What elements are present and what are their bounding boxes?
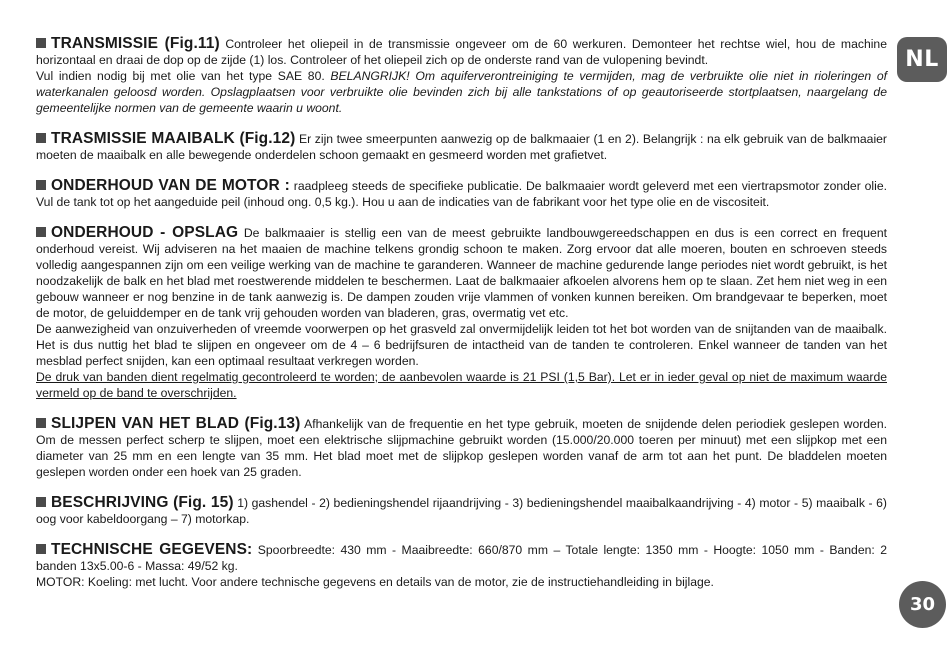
section-heading: ONDERHOUD VAN DE MOTOR : [51, 177, 290, 194]
section-beschrijving [36, 495, 887, 527]
paragraph [36, 416, 887, 480]
section-maaibalk [36, 131, 887, 163]
page-number: 30 [899, 581, 946, 628]
body-text: Afhankelijk van de frequentie en het type gebruik, moeten de snijdende delen periodiek geslepen worden. Om de messen perfect scherp te slijpen, moet een elektrische slijpmachine gebruikt worden (15.000/20.000 toeren per minuut) met een slijpkop met een diameter van 25 mm en een lengte van 35 mm. Het blad moet met de slijpkop geslepen worden vanaf de arm tot aan het punt. De bladdelen moeten geslepen worden onder een hoek van 25 graden. [36, 417, 888, 479]
paragraph [36, 131, 887, 163]
body-text: MOTOR: Koeling: met lucht. Voor andere technische gegevens en details van de motor, zie de instructiehandleiding in bijlage. [36, 575, 714, 589]
tire-pressure-note: De druk van banden dient regelmatig gecontroleerd te worden; de aanbevolen waarde is 21 PSI (1,5 Bar). Let er in ieder geval op niet de maximum waarde vermeld op de band te overschrijden. [36, 370, 887, 400]
paragraph [36, 68, 887, 116]
square-bullet-icon [36, 227, 46, 237]
section-heading: TRANSMISSIE (Fig.11) [51, 35, 220, 52]
body-text: Er zijn twee smeerpunten aanwezig op de balkmaaier (1 en 2). Belangrijk : na elk gebruik van de balkmaaier moeten de maaibalk en alle bewegende onderdelen schoon gemaakt en gesmeerd worden met grafietvet. [36, 132, 887, 162]
paragraph [36, 369, 887, 401]
square-bullet-icon [36, 38, 46, 48]
paragraph [36, 495, 887, 527]
paragraph [36, 225, 887, 321]
section-slijpen [36, 416, 887, 480]
body-text: Spoorbreedte: 430 mm - Maaibreedte: 660/870 mm – Totale lengte: 1350 mm - Hoogte: 1050 mm - Banden: 2 banden 13x5.00-6 - Massa: 49/52 kg. [36, 543, 888, 573]
paragraph [36, 321, 887, 369]
document-body [36, 36, 887, 605]
section-heading: SLIJPEN VAN HET BLAD (Fig.13) [51, 415, 301, 432]
square-bullet-icon [36, 544, 46, 554]
square-bullet-icon [36, 497, 46, 507]
warning-text: BELANGRIJK! Om aquiferverontreiniging te vermijden, mag de verbruikte olie niet in rioleringen of waterkanalen geloosd worden. Opslagplaatsen voor verbruikte olie bevinden zich bij alle tankstations of op geautoriseerde stortplaatsen, naargelang de gemeentelijke normen van de gemeente waarin u woont. [36, 69, 887, 115]
language-tab: NL [897, 37, 947, 82]
section-opslag [36, 225, 887, 401]
section-motor [36, 178, 887, 210]
paragraph [36, 574, 887, 590]
section-transmissie [36, 36, 887, 116]
body-text: Vul indien nodig bij met olie van het type SAE 80. [36, 69, 331, 83]
body-text: De balkmaaier is stellig een van de meest gebruikte landbouwgereedschappen en dus is een correct en frequent onderhoud vereist. Wij adviseren na het maaien de machine telkens grondig schoon te maken. Zorg ervoor dat alle moeren, bouten en schroeven steeds volledig aangespannen zijn om een veilige werking van de machine te garanderen. Wanneer de machine gedurende lange periodes niet wordt gebruikt, is het noodzakelijk de balk en het blad met roestwerende middelen te beschermen. Laat de balkmaaier afkoelen alvorens hem op te slaan. Zet hem niet weg in een gebouw wanneer er nog benzine in de tank aanwezig is. De dampen zouden vrije vlammen of vonken kunnen bereiken. Om brandgevaar te beperken, moet de motor, de geluiddemper en de tank vrij gehouden worden van bladeren, gras, overmatig vet etc. [36, 226, 888, 320]
section-heading: TRASMISSIE MAAIBALK (Fig.12) [51, 130, 296, 147]
square-bullet-icon [36, 180, 46, 190]
body-text: raadpleeg steeds de specifieke publicatie. De balkmaaier wordt geleverd met een viertrapsmotor zonder olie. Vul de tank tot op het aangeduide peil (inhoud ong. 0,5 kg.). Hou u aan de indicaties van de fabrikant voor het type olie en de viscositeit. [36, 179, 887, 209]
square-bullet-icon [36, 418, 46, 428]
paragraph [36, 36, 887, 68]
section-heading: BESCHRIJVING (Fig. 15) [51, 494, 234, 511]
body-text: 1) gashendel - 2) bedieningshendel rijaandrijving - 3) bedieningshendel maaibalkaandrijving - 4) motor - 5) maaibalk - 6) oog voor kabeldoorgang – 7) motorkap. [36, 496, 887, 526]
paragraph [36, 542, 887, 574]
section-heading: TECHNISCHE GEGEVENS: [51, 541, 253, 558]
section-technisch [36, 542, 887, 590]
body-text: Controleer het oliepeil in de transmissie ongeveer om de 60 werkuren. Demonteer het rechtse wiel, hou de machine horizontaal en draai de dop op de zijde (1) los. Controleer of het oliepeil zich op de onderste rand van de vulopening bevindt. [36, 37, 887, 67]
section-heading: ONDERHOUD - OPSLAG [51, 224, 239, 241]
body-text: De aanwezigheid van onzuiverheden of vreemde voorwerpen op het grasveld zal onvermijdelijk leiden tot het bot worden van de snijtanden van de maaibalk. Het is dus nuttig het blad te slijpen en ongeveer om de 4 – 6 bedrijfsuren de intactheid van de tanden te controleren. Enkel wanneer de tanden van het mesblad perfect snijden, kan een optimaal resultaat verkregen worden. [36, 322, 887, 368]
square-bullet-icon [36, 133, 46, 143]
paragraph [36, 178, 887, 210]
